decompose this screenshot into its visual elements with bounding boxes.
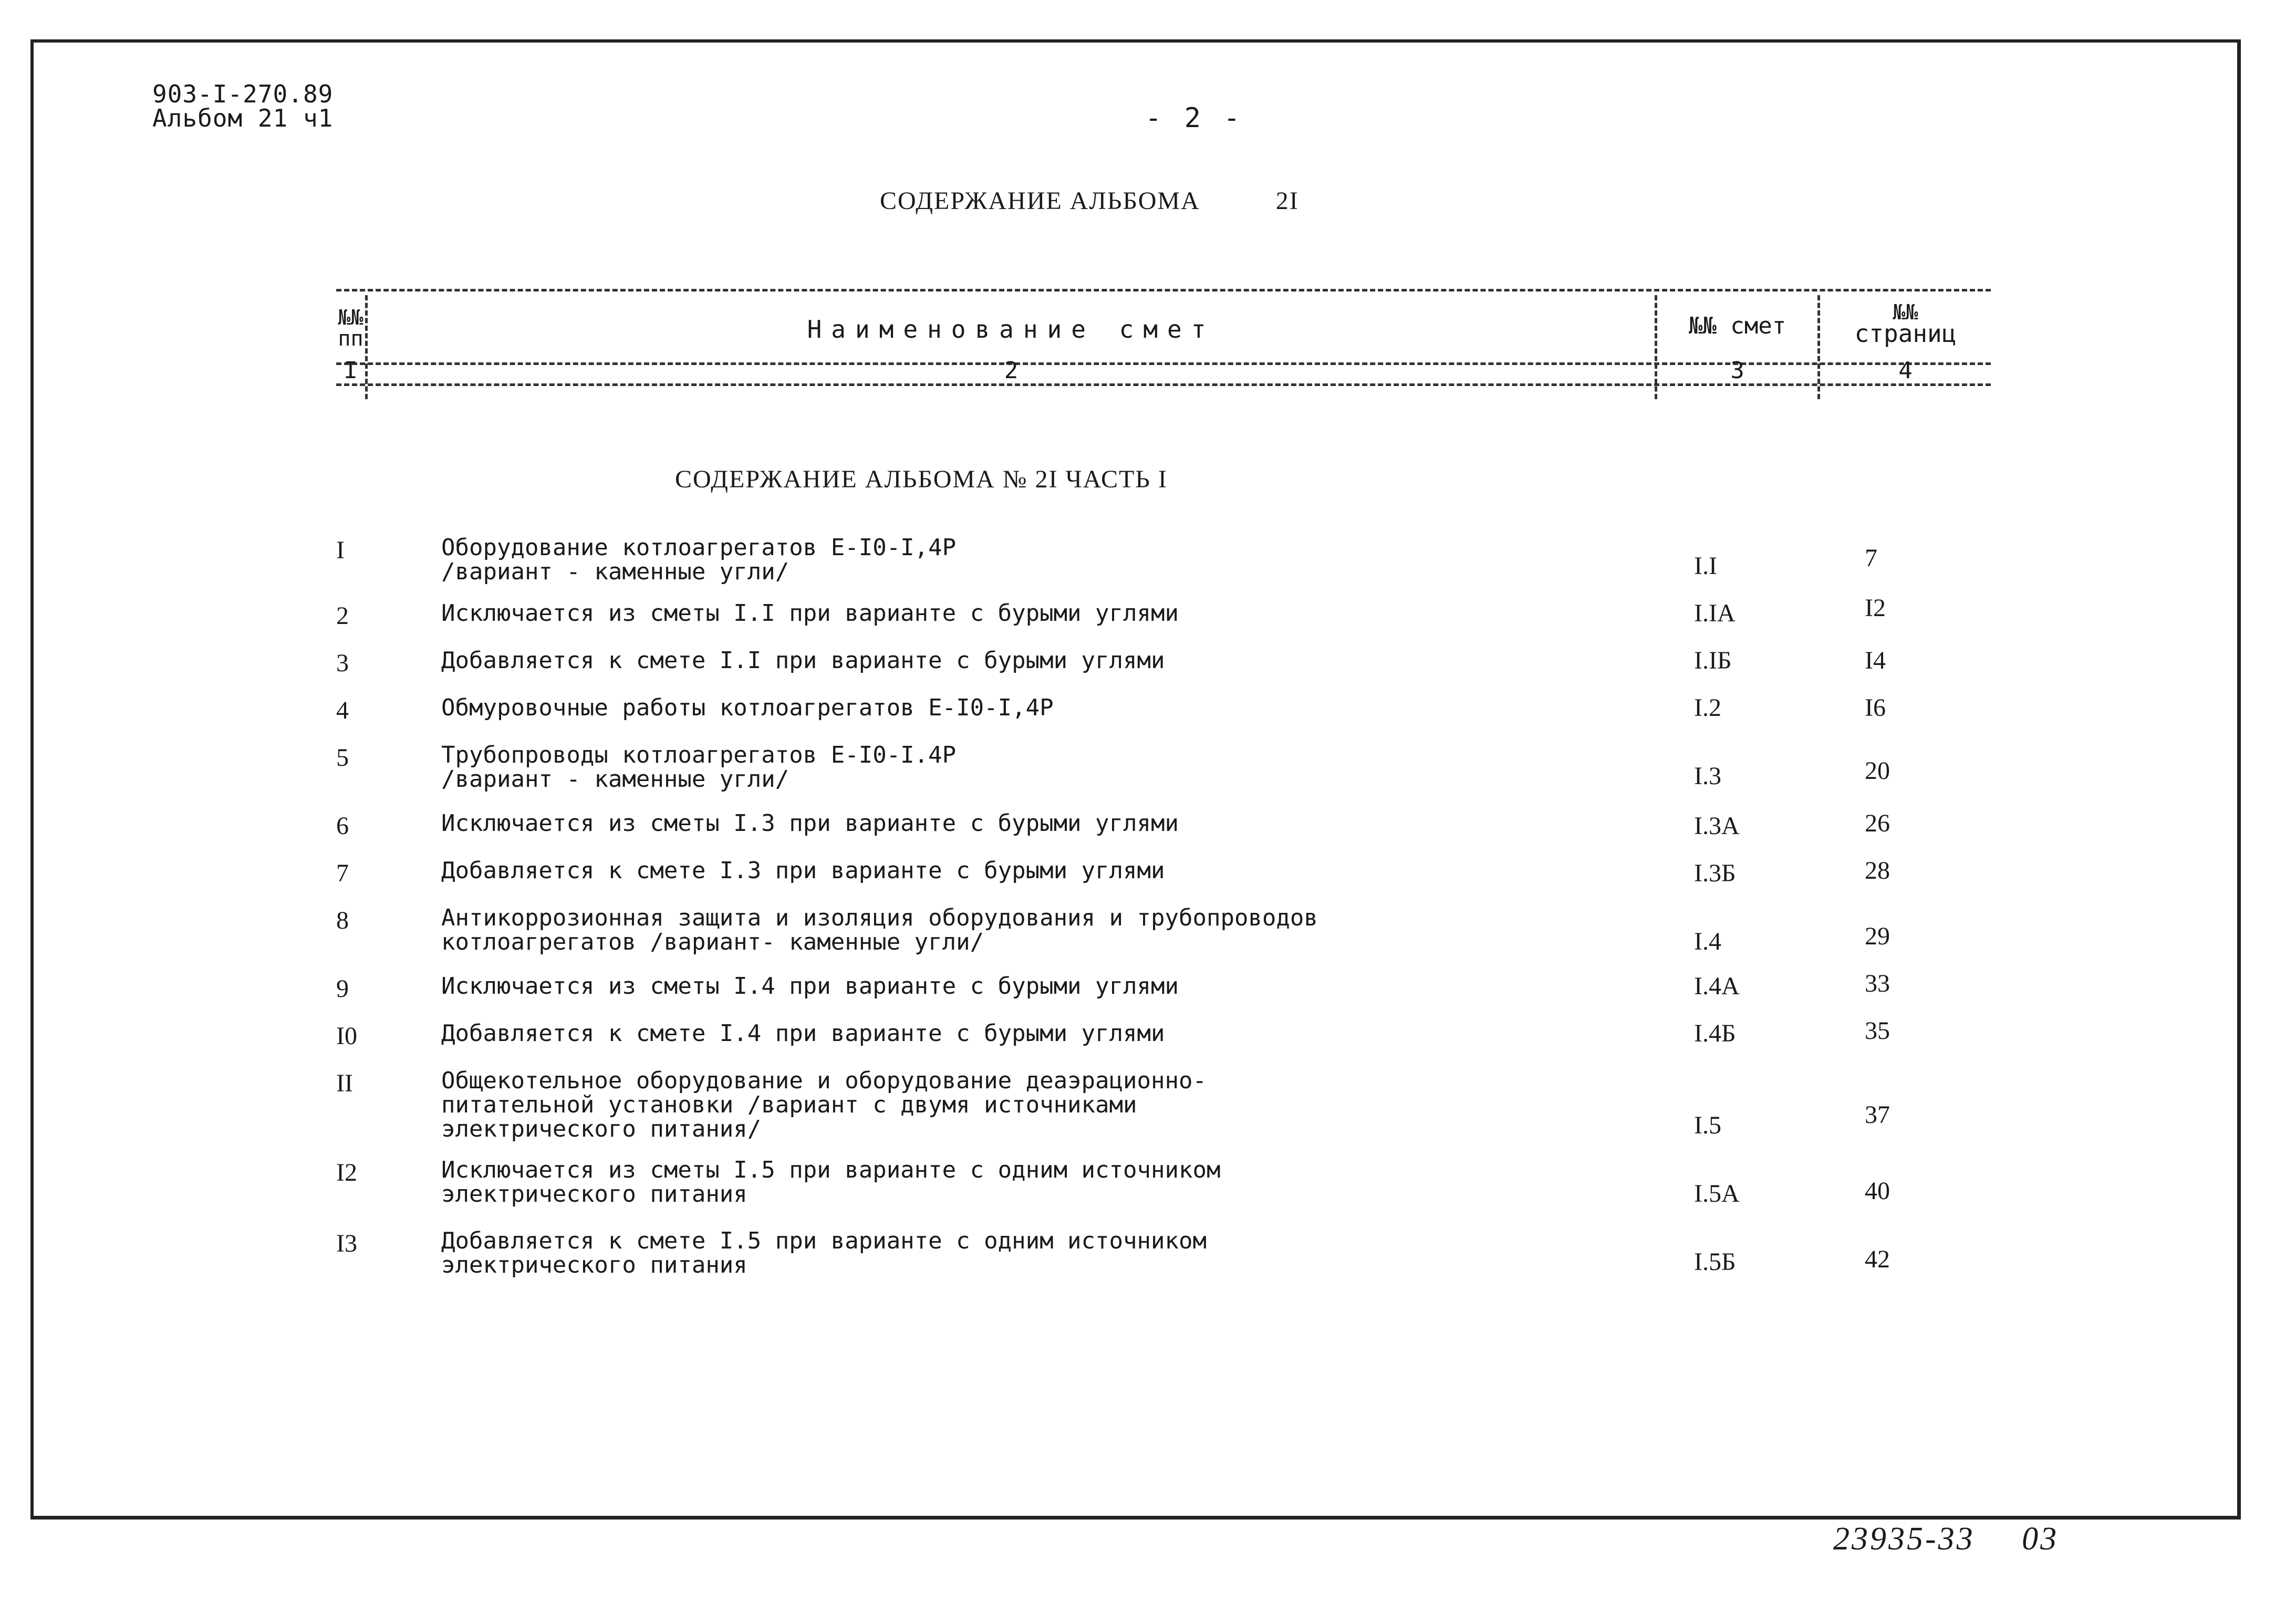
row-code: I.4Б	[1694, 1019, 1736, 1047]
header-col-number-top: №№	[338, 306, 363, 330]
row-number: 9	[336, 975, 349, 1003]
header-col-pages-bottom: страниц	[1854, 319, 1957, 348]
row-code: I.3А	[1694, 812, 1740, 840]
row-page: 35	[1865, 1017, 1890, 1045]
table-header	[336, 284, 1991, 399]
row-code: I.3Б	[1694, 859, 1736, 887]
section-title: СОДЕРЖАНИЕ АЛЬБОМА № 2I ЧАСТЬ I	[675, 465, 1168, 493]
row-number: 3	[336, 649, 349, 677]
row-number: 7	[336, 859, 349, 887]
row-code: I.5А	[1694, 1180, 1740, 1208]
row-page: I6	[1865, 694, 1886, 722]
row-name: Антикоррозионная защита и изоляция оборудования и трубопроводов котлоагрегатов /вариант- каменные угли/	[441, 904, 1318, 955]
row-code: I.2	[1694, 694, 1721, 722]
row-page: 42	[1865, 1245, 1890, 1273]
row-name: Обмуровочные работы котлоагрегатов Е-I0-I,4Р	[441, 694, 1054, 721]
row-page: 33	[1865, 970, 1890, 997]
row-name: Добавляется к смете I.I при варианте с бурыми углями	[441, 647, 1165, 674]
document-code	[152, 82, 333, 130]
row-page: 40	[1865, 1177, 1890, 1205]
row-code: I.IА	[1694, 599, 1736, 627]
header-col-pages	[1820, 300, 1991, 348]
header-col-number-bottom: пп	[338, 327, 363, 351]
row-page: 37	[1865, 1101, 1890, 1129]
header-num-4: 4	[1898, 357, 1913, 384]
row-name: Исключается из сметы I.I при варианте с бурыми углями	[441, 600, 1179, 627]
header-num-2: 2	[1004, 357, 1019, 384]
row-number: 5	[336, 744, 349, 772]
header-col-number	[336, 307, 365, 349]
row-page: I4	[1865, 647, 1886, 674]
row-page: 20	[1865, 757, 1890, 785]
row-code: I.4А	[1694, 972, 1740, 1000]
row-code: I.5Б	[1694, 1248, 1736, 1276]
page-number: - 2 -	[1145, 102, 1243, 134]
header-col-name: Наименование смет	[807, 315, 1215, 344]
document-code-line2: Альбом 21 ч1	[152, 104, 334, 132]
document-code-line1: 903-I-270.89	[152, 80, 334, 108]
row-number: I	[336, 536, 345, 564]
row-name: Добавляется к смете I.5 при варианте с одним источником электрического питания	[441, 1227, 1207, 1278]
header-col-estimate: №№ смет	[1688, 313, 1786, 339]
row-code: I.IБ	[1694, 647, 1732, 674]
row-number: 6	[336, 812, 349, 840]
row-name: Исключается из сметы I.3 при варианте с бурыми углями	[441, 810, 1179, 837]
row-number: 2	[336, 602, 349, 630]
row-code: I.3	[1694, 762, 1721, 790]
row-code: I.I	[1694, 552, 1717, 580]
row-code: I.5	[1694, 1111, 1721, 1139]
row-page: 7	[1865, 544, 1877, 572]
header-col-pages-top: №№	[1893, 300, 1918, 325]
archive-stamp-suffix: 03	[2022, 1521, 2059, 1557]
row-name: Исключается из сметы I.4 при варианте с бурыми углями	[441, 973, 1179, 1000]
row-page: 29	[1865, 922, 1890, 950]
row-name: Добавляется к смете I.3 при варианте с бурыми углями	[441, 857, 1165, 884]
album-number: 2I	[1275, 187, 1299, 215]
header-top-line	[336, 289, 1991, 292]
row-name: Исключается из сметы I.5 при варианте с одним источником электрического питания	[441, 1157, 1221, 1208]
row-number: 8	[336, 907, 349, 934]
row-name: Трубопроводы котлоагрегатов Е-I0-I.4Р /вариант - каменные угли/	[441, 742, 957, 793]
row-number: I3	[336, 1230, 357, 1257]
row-number: II	[336, 1069, 353, 1097]
album-title-text: СОДЕРЖАНИЕ АЛЬБОМА	[880, 187, 1200, 215]
header-num-3: 3	[1730, 357, 1744, 384]
header-num-1: I	[344, 357, 358, 384]
archive-stamp-number: 23935-33	[1833, 1521, 1975, 1557]
row-page: 28	[1865, 857, 1890, 884]
row-number: 4	[336, 696, 349, 724]
row-page: 26	[1865, 809, 1890, 837]
row-code: I.4	[1694, 928, 1721, 955]
row-name: Добавляется к смете I.4 при варианте с бурыми углями	[441, 1020, 1165, 1047]
row-number: I2	[336, 1159, 357, 1187]
row-name: Оборудование котлоагрегатов Е-I0-I,4Р /вариант - каменные угли/	[441, 534, 957, 585]
archive-stamp	[1833, 1521, 2059, 1558]
row-number: I0	[336, 1022, 357, 1050]
row-page: I2	[1865, 594, 1886, 622]
row-name: Общекотельное оборудование и оборудование деаэрационно- питательной установки /вариант с двумя источниками электрического питания/	[441, 1067, 1207, 1142]
album-title	[880, 186, 1299, 215]
